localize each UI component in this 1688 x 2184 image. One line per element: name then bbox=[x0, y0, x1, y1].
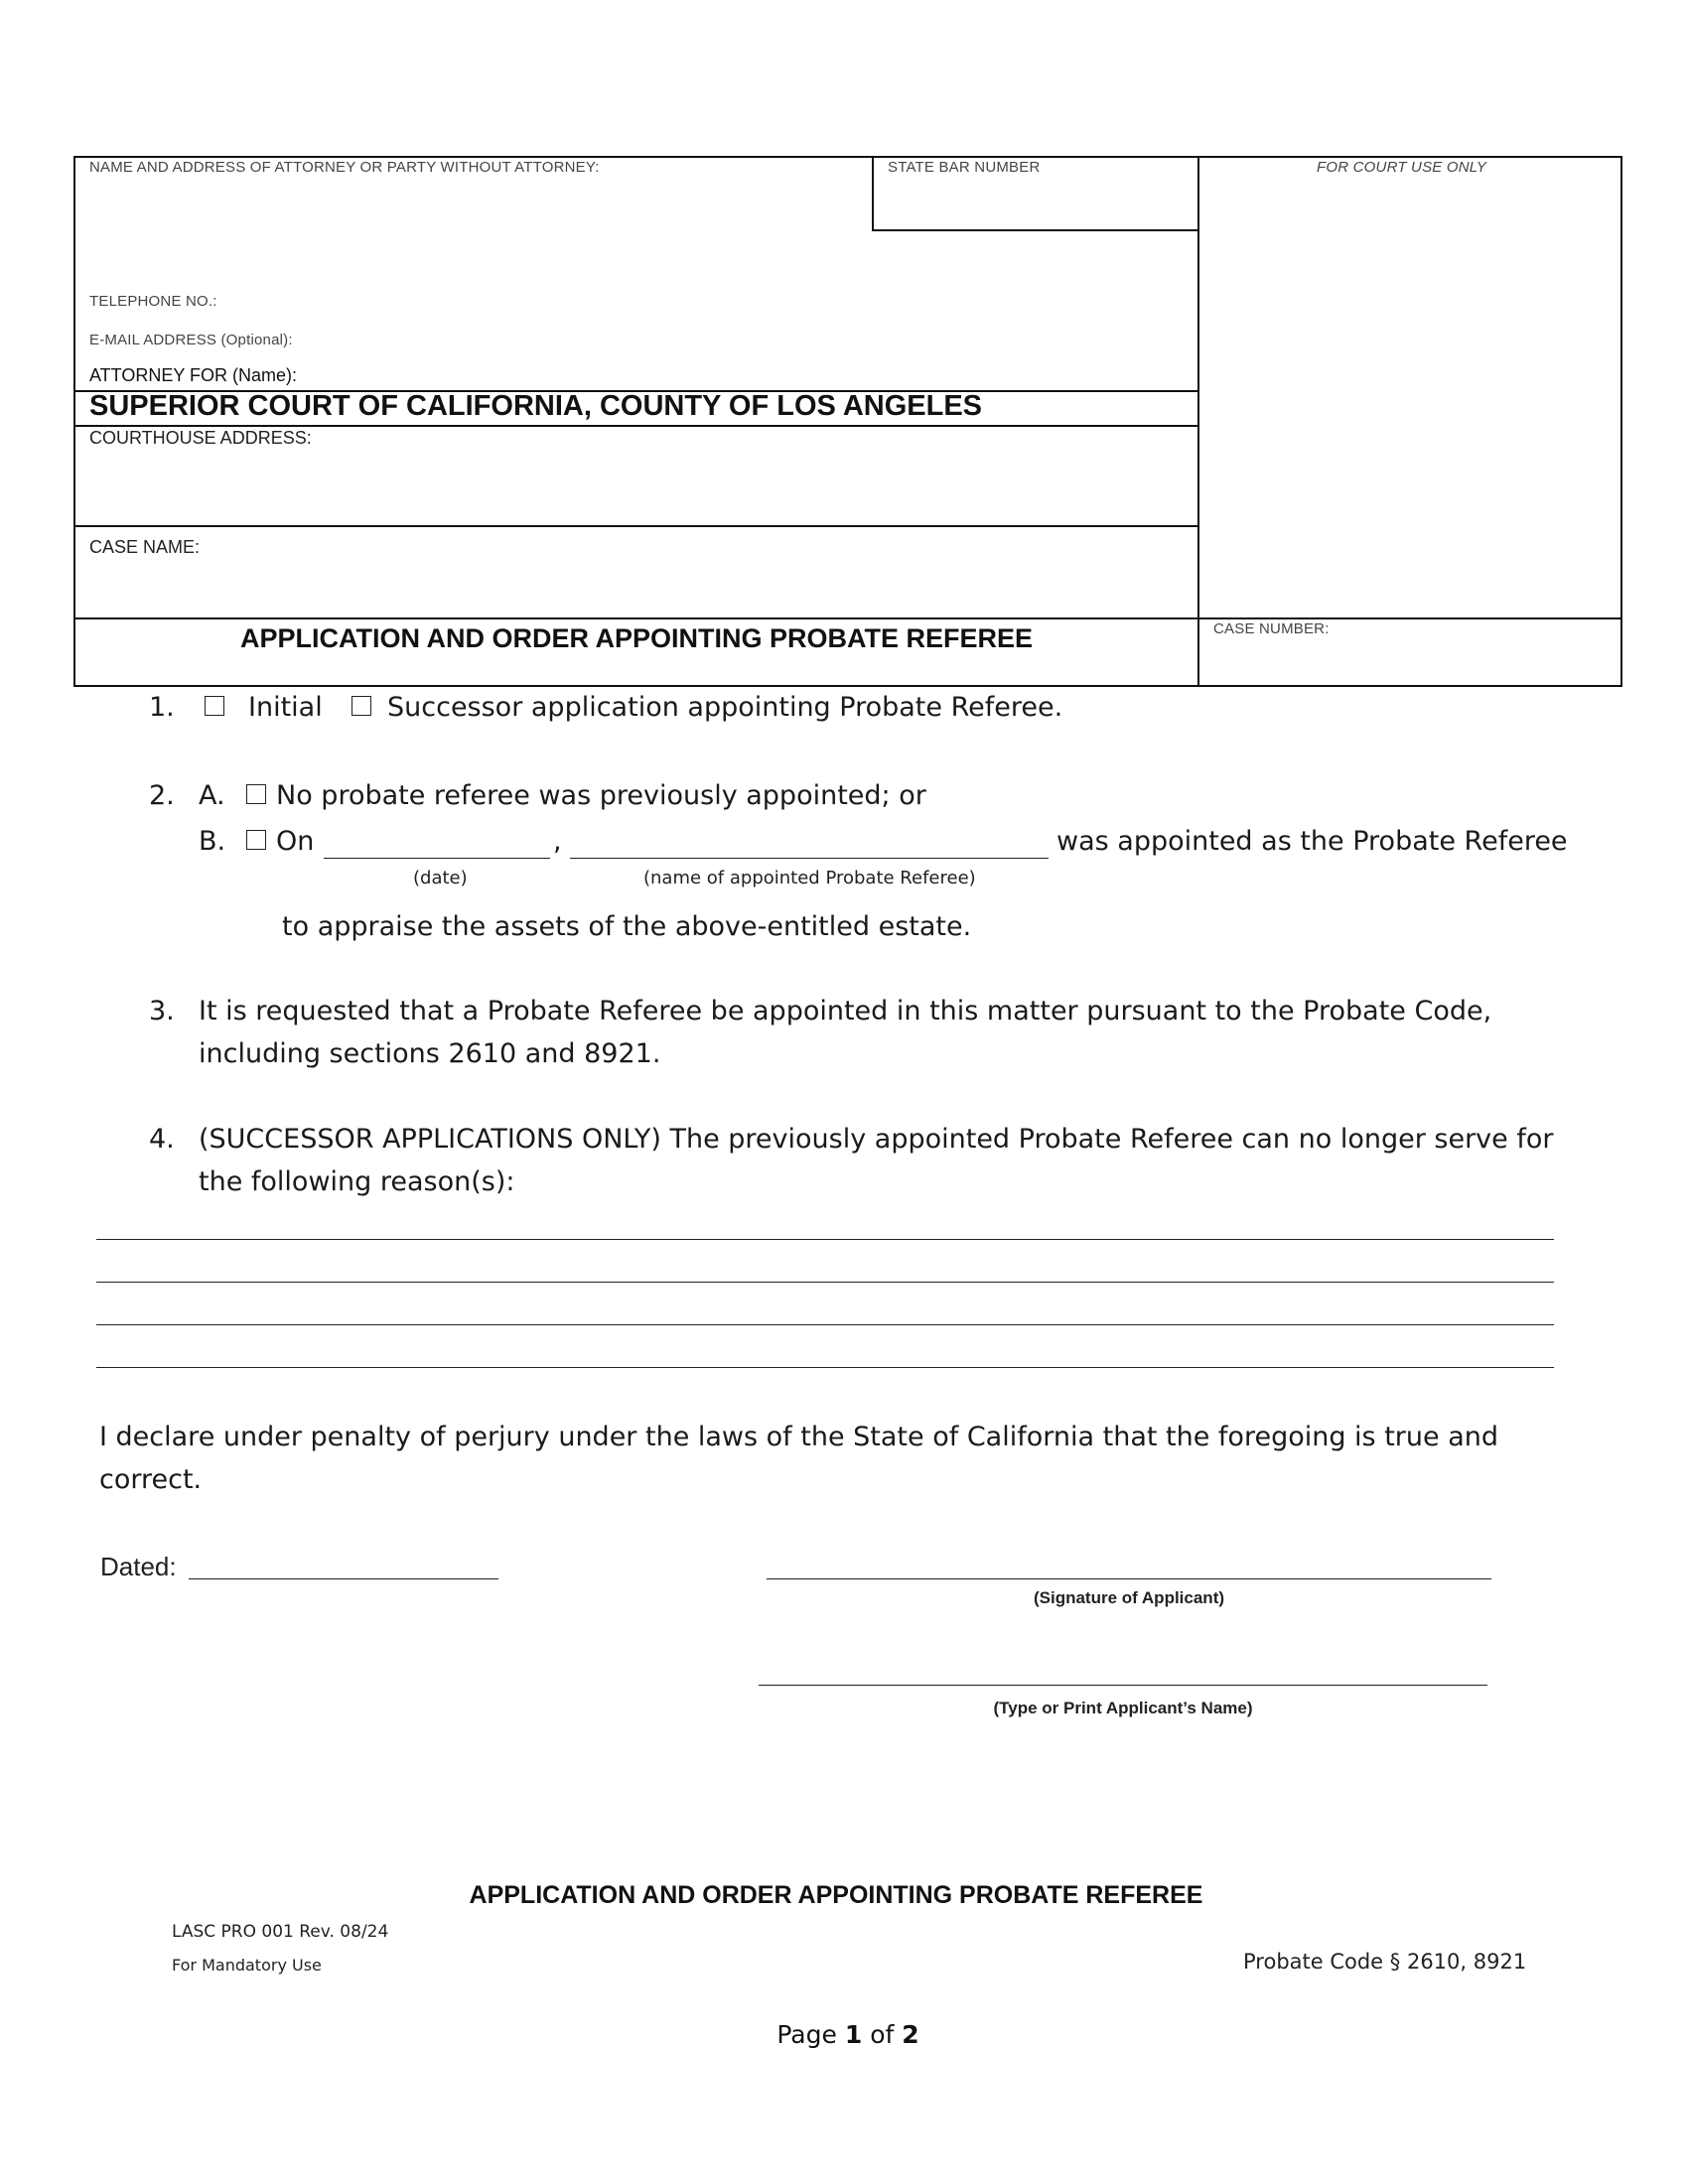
code-reference: Probate Code § 2610, 8921 bbox=[1243, 1950, 1527, 1974]
footer-title: APPLICATION AND ORDER APPOINTING PROBATE REFEREE bbox=[469, 1881, 1203, 1909]
court-use-label: FOR COURT USE ONLY bbox=[1317, 159, 1487, 176]
attorney-for-label: ATTORNEY FOR (Name): bbox=[89, 365, 298, 385]
page-indicator bbox=[0, 2020, 1688, 2049]
item3-line1: It is requested that a Probate Referee be appointed in this matter pursuant to the Probate Code, bbox=[199, 996, 1492, 1026]
prior-referee-checkbox[interactable] bbox=[246, 830, 266, 850]
reason-line-3[interactable] bbox=[96, 1324, 1554, 1325]
page-total: 2 bbox=[902, 2020, 919, 2049]
signature-caption: (Signature of Applicant) bbox=[1033, 1588, 1225, 1607]
item2-number: 2. bbox=[149, 780, 175, 811]
signature-line[interactable] bbox=[767, 1578, 1491, 1579]
applicant-name-line[interactable] bbox=[759, 1685, 1487, 1686]
reason-line-2[interactable] bbox=[96, 1282, 1554, 1283]
item2b-comma: , bbox=[553, 826, 562, 857]
initial-checkbox[interactable] bbox=[205, 696, 224, 716]
attorney-label: NAME AND ADDRESS OF ATTORNEY OR PARTY WITHOUT ATTORNEY: bbox=[89, 159, 600, 176]
successor-checkbox[interactable] bbox=[352, 696, 371, 716]
mandatory-use: For Mandatory Use bbox=[172, 1956, 322, 1975]
date-blank[interactable] bbox=[324, 858, 550, 859]
no-referee-checkbox[interactable] bbox=[246, 784, 266, 804]
item1-number: 1. bbox=[149, 692, 175, 723]
declaration-line1: I declare under penalty of perjury under the laws of the State of California that the foregoing is true and bbox=[99, 1422, 1498, 1452]
applicant-name-caption: (Type or Print Applicant’s Name) bbox=[993, 1699, 1253, 1717]
email-label: E-MAIL ADDRESS (Optional): bbox=[89, 332, 293, 348]
reason-line-4[interactable] bbox=[96, 1367, 1554, 1368]
case-number-label: CASE NUMBER: bbox=[1213, 620, 1330, 637]
date-caption: (date) bbox=[413, 868, 468, 888]
declaration-line2: correct. bbox=[99, 1464, 203, 1495]
item2b-on: On bbox=[276, 826, 315, 857]
courthouse-label: COURTHOUSE ADDRESS: bbox=[89, 428, 312, 448]
dated-blank[interactable] bbox=[189, 1578, 498, 1579]
page-prefix: Page bbox=[776, 2020, 837, 2049]
item2b-continuation: to appraise the assets of the above-entitled estate. bbox=[282, 911, 972, 942]
court-name: SUPERIOR COURT OF CALIFORNIA, COUNTY OF LOS ANGELES bbox=[89, 390, 983, 422]
case-name-label: CASE NAME: bbox=[89, 537, 201, 557]
referee-name-blank[interactable] bbox=[570, 858, 1049, 859]
page-current: 1 bbox=[844, 2020, 863, 2049]
telephone-label: TELEPHONE NO.: bbox=[89, 293, 217, 310]
initial-label: Initial bbox=[248, 692, 323, 723]
item2b-letter: B. bbox=[199, 826, 226, 857]
item3-number: 3. bbox=[149, 996, 175, 1026]
reason-line-1[interactable] bbox=[96, 1239, 1554, 1240]
item2a-letter: A. bbox=[199, 780, 225, 811]
page-of: of bbox=[870, 2020, 895, 2049]
item2a-text: No probate referee was previously appointed; or bbox=[276, 780, 926, 811]
item2b-appointed: was appointed as the Probate Referee bbox=[1056, 826, 1568, 857]
item3-line2: including sections 2610 and 8921. bbox=[199, 1038, 661, 1069]
state-bar-label: STATE BAR NUMBER bbox=[888, 159, 1041, 176]
successor-label: Successor application appointing Probate Referee. bbox=[387, 692, 1063, 723]
form-number: LASC PRO 001 Rev. 08/24 bbox=[172, 1922, 389, 1942]
item4-number: 4. bbox=[149, 1124, 175, 1155]
dated-label: Dated: bbox=[100, 1552, 177, 1581]
form-title: APPLICATION AND ORDER APPOINTING PROBATE REFEREE bbox=[239, 623, 1034, 653]
item4-line1: (SUCCESSOR APPLICATIONS ONLY) The previously appointed Probate Referee can no longer serve for bbox=[199, 1124, 1554, 1155]
referee-name-caption: (name of appointed Probate Referee) bbox=[643, 868, 976, 888]
item4-line2: the following reason(s): bbox=[199, 1166, 515, 1197]
